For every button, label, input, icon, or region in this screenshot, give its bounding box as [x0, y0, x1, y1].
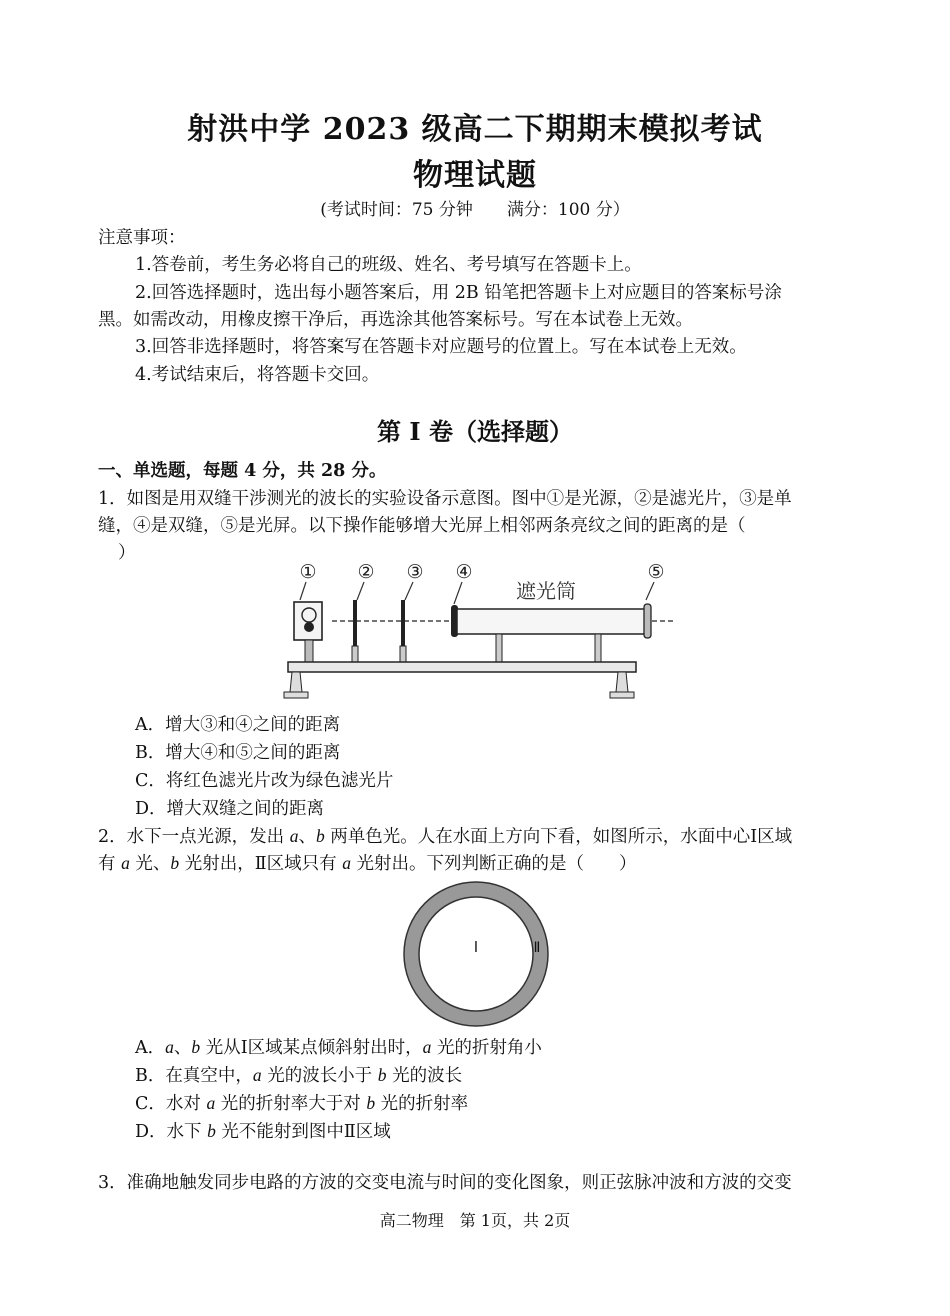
q1-tube-label: 遮光筒 — [516, 579, 576, 603]
notice-heading: 注意事项： — [98, 228, 186, 248]
exam-title: 射洪中学 2023 级高二下期期末模拟考试 — [187, 112, 763, 147]
notice-item-3: 3.回答非选择题时，将答案写在答题卡对应题号的位置上。写在本试卷上无效。 — [135, 337, 747, 357]
exam-score: 满分：100 分） — [506, 200, 630, 220]
q1-stem-line1: 1．如图是用双缝干涉测光的波长的实验设备示意图。图中①是光源，②是滤光片，③是单 — [98, 489, 792, 509]
q2-option-b: B．在真空中，a 光的波长小于 b 光的波长 — [135, 1065, 463, 1086]
q1-option-c: C．将红色滤光片改为绿色滤光片 — [135, 771, 394, 791]
q2-water-surface-figure — [398, 878, 554, 1030]
exam-time: (考试时间：75 分钟 — [320, 200, 473, 220]
notice-item-2-cont: 黑。如需改动，用橡皮擦干净后，再选涂其他答案标号。写在本试卷上无效。 — [98, 310, 693, 330]
q1-option-a: A．增大③和④之间的距离 — [135, 715, 341, 735]
q1-label-5: ⑤ — [647, 561, 665, 583]
notice-item-1: 1.答卷前，考生务必将自己的班级、姓名、考号填写在答题卡上。 — [135, 255, 642, 275]
q1-apparatus-figure — [270, 560, 690, 706]
q2-option-d: D．水下 b 光不能射到图中Ⅱ区域 — [135, 1121, 391, 1142]
q2-region-1-label: Ⅰ — [473, 938, 479, 956]
q2-option-a: A．a、b 光从Ⅰ区域某点倾斜射出时，a 光的折射角小 — [135, 1037, 542, 1058]
q2-option-c: C．水对 a 光的折射率大于对 b 光的折射率 — [135, 1093, 469, 1114]
q2-stem-line1: 2．水下一点光源，发出 a、b 两单色光。人在水面上方向下看，如图所示，水面中心Ⅰ区域 — [98, 826, 793, 847]
q1-option-d: D．增大双缝之间的距离 — [135, 799, 325, 819]
q1-stem-line3: ） — [118, 543, 136, 563]
q1-label-1: ① — [299, 561, 317, 583]
q3-stem-line1: 3．准确地触发同步电路的方波的交变电流与时间的变化图象，则正弦脉冲波和方波的交变 — [98, 1173, 792, 1193]
q1-option-b: B．增大④和⑤之间的距离 — [135, 743, 341, 763]
q1-label-2: ② — [357, 561, 375, 583]
part-heading: 一、单选题，每题 4 分，共 28 分。 — [98, 461, 387, 481]
page-footer: 高二物理 第 1页，共 2页 — [379, 1211, 571, 1230]
q1-stem-line2: 缝，④是双缝，⑤是光屏。以下操作能够增大光屏上相邻两条亮纹之间的距离的是（ — [98, 516, 746, 536]
q2-stem-line2: 有 a 光、b 光射出，Ⅱ区域只有 a 光射出。下列判断正确的是（ ） — [98, 853, 637, 874]
q1-single-slit — [401, 600, 405, 646]
notice-item-2: 2.回答选择题时，选出每小题答案后，用 2B 铅笔把答题卡上对应题目的答案标号涂 — [135, 283, 782, 303]
q1-label-4: ④ — [455, 561, 473, 583]
q1-optical-bench — [288, 662, 636, 672]
section-title: 第 I 卷（选择题） — [377, 417, 573, 446]
exam-subtitle: 物理试题 — [413, 158, 537, 193]
q1-screen — [644, 604, 651, 638]
q1-light-tube — [457, 609, 647, 634]
q1-filter — [353, 600, 357, 646]
exam-info — [0, 195, 950, 220]
notice-item-4: 4.考试结束后，将答题卡交回。 — [135, 365, 380, 385]
q2-region-2-label: Ⅱ — [533, 940, 541, 956]
q1-label-3: ③ — [406, 561, 424, 583]
